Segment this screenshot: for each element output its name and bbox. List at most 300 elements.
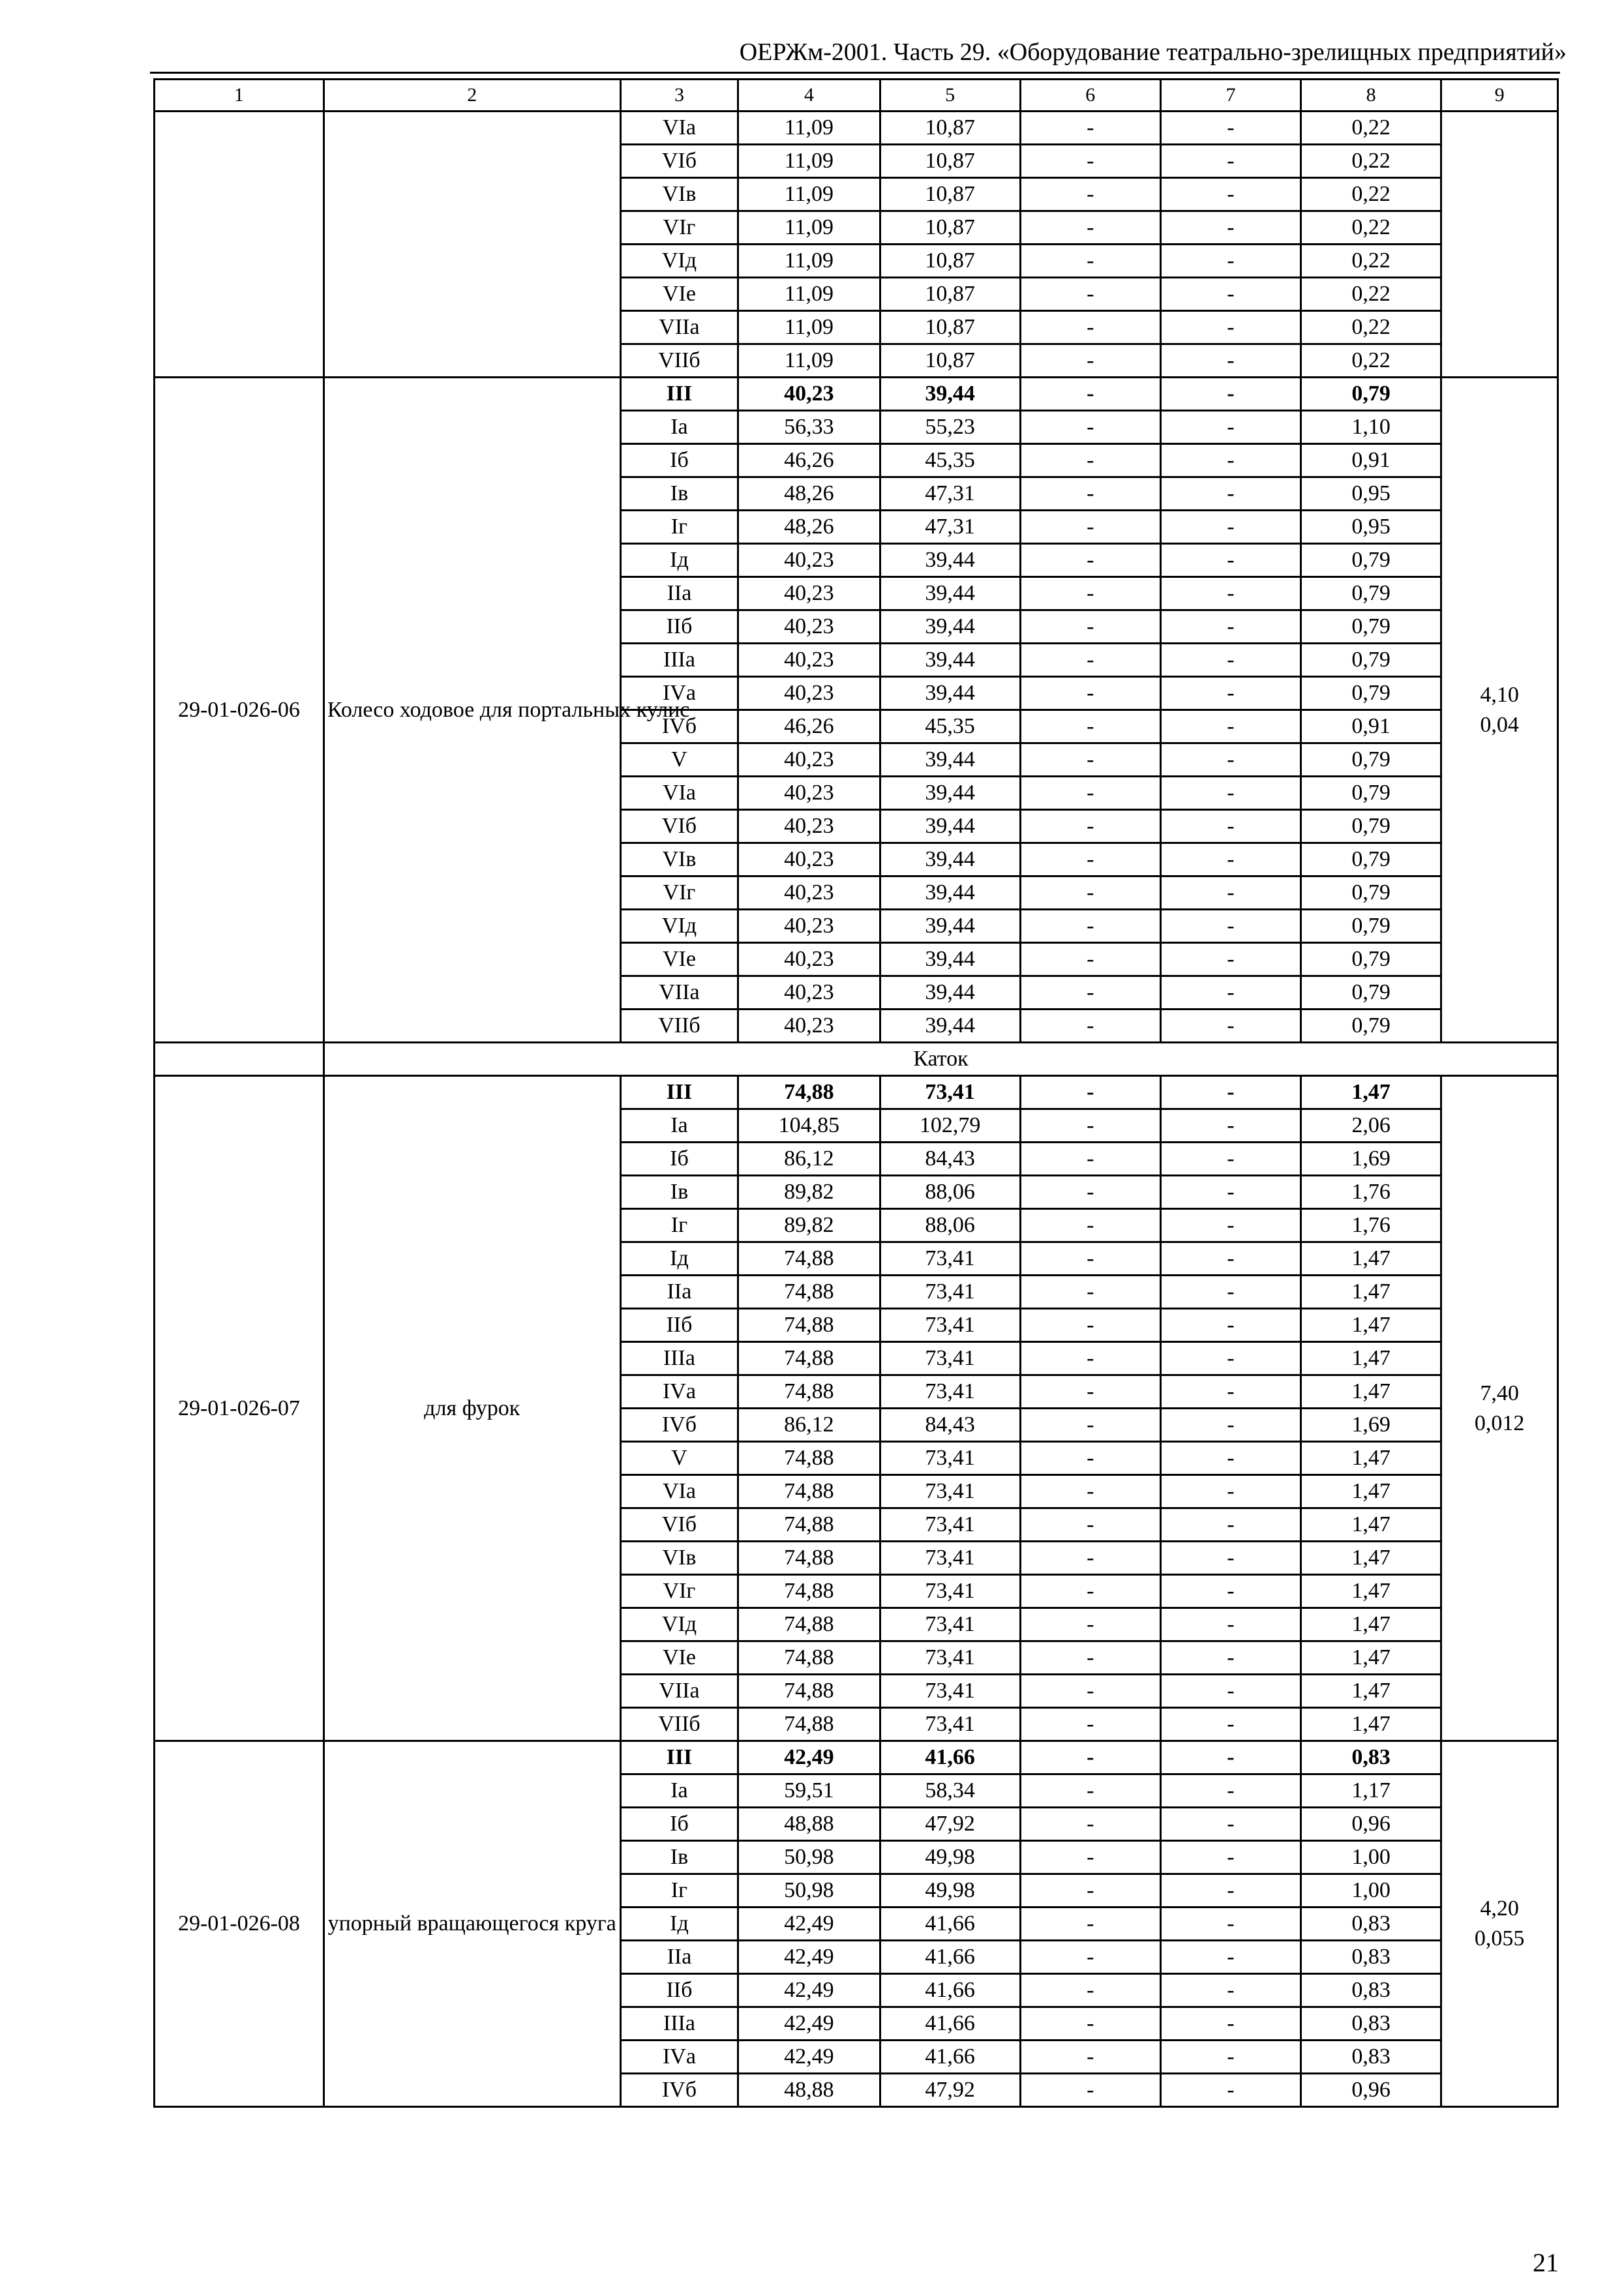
value-cell: 1,47 (1301, 1375, 1441, 1409)
value-cell: 39,44 (880, 544, 1020, 577)
zone-cell: Iа (620, 1774, 738, 1808)
value-cell: - (1020, 311, 1160, 344)
value-cell: 0,79 (1301, 910, 1441, 943)
value-cell: 0,96 (1301, 2074, 1441, 2107)
value-cell: - (1160, 1375, 1301, 1409)
column-header: 3 (620, 80, 738, 112)
value-cell: 42,49 (738, 1908, 880, 1941)
value-cell: 39,44 (880, 810, 1020, 843)
value-cell: - (1160, 1774, 1301, 1808)
value-cell: 40,23 (738, 1010, 880, 1043)
zone-cell: IIб (620, 610, 738, 644)
value-cell: - (1160, 976, 1301, 1010)
value-cell: 59,51 (738, 1774, 880, 1808)
value-cell: 0,79 (1301, 843, 1441, 876)
value-cell: 39,44 (880, 1010, 1020, 1043)
value-cell: - (1160, 943, 1301, 976)
value-cell: - (1020, 910, 1160, 943)
value-cell: 73,41 (880, 1342, 1020, 1375)
value-cell: - (1020, 1675, 1160, 1708)
value-cell: 74,88 (738, 1641, 880, 1675)
value-cell: 1,00 (1301, 1874, 1441, 1908)
value-cell: - (1160, 1010, 1301, 1043)
value-cell: 42,49 (738, 1941, 880, 1974)
extra-value: 0,012 (1474, 1411, 1525, 1435)
value-cell: - (1160, 1409, 1301, 1442)
zone-cell: VIб (620, 810, 738, 843)
zone-cell: Iд (620, 1242, 738, 1276)
value-cell: 56,33 (738, 411, 880, 444)
value-cell: - (1020, 610, 1160, 644)
value-cell: 39,44 (880, 943, 1020, 976)
zone-cell: VIг (620, 211, 738, 245)
value-cell: - (1160, 1342, 1301, 1375)
value-cell: 39,44 (880, 910, 1020, 943)
zone-cell: Iа (620, 1109, 738, 1143)
value-cell: - (1020, 1276, 1160, 1309)
value-cell: - (1160, 876, 1301, 910)
value-cell: 42,49 (738, 1974, 880, 2007)
value-cell: - (1020, 411, 1160, 444)
zone-cell: III (620, 1741, 738, 1774)
value-cell: 47,92 (880, 2074, 1020, 2107)
zone-cell: IVа (620, 2041, 738, 2074)
extra-values (1441, 112, 1558, 378)
value-cell: - (1160, 910, 1301, 943)
zone-cell: VIв (620, 843, 738, 876)
zone-cell: VIе (620, 943, 738, 976)
zone-cell: Iг (620, 511, 738, 544)
zone-cell: VIе (620, 1641, 738, 1675)
zone-cell: IVб (620, 710, 738, 743)
value-cell: - (1020, 511, 1160, 544)
rates-table (153, 78, 1559, 2108)
value-cell: 74,88 (738, 1675, 880, 1708)
value-cell: - (1160, 1608, 1301, 1641)
value-cell: 39,44 (880, 577, 1020, 610)
page-header-title: ОЕРЖм-2001. Часть 29. «Оборудование театрально-зрелищных предприятий» (739, 38, 1567, 66)
value-cell: 74,88 (738, 1575, 880, 1608)
column-header: 6 (1020, 80, 1160, 112)
item-code: 29-01-026-06 (155, 378, 324, 1043)
value-cell: 10,87 (880, 112, 1020, 145)
value-cell: 11,09 (738, 211, 880, 245)
value-cell: - (1160, 1708, 1301, 1741)
value-cell: 10,87 (880, 311, 1020, 344)
extra-value: 0,055 (1474, 1926, 1525, 1951)
value-cell: 1,69 (1301, 1143, 1441, 1176)
value-cell: 48,26 (738, 511, 880, 544)
value-cell: 73,41 (880, 1508, 1020, 1542)
zone-cell: VIIб (620, 344, 738, 378)
value-cell: 73,41 (880, 1076, 1020, 1109)
value-cell: 73,41 (880, 1242, 1020, 1276)
zone-cell: Iб (620, 1808, 738, 1841)
value-cell: 0,95 (1301, 477, 1441, 511)
value-cell: - (1160, 810, 1301, 843)
value-cell: 41,66 (880, 1908, 1020, 1941)
item-name: Колесо ходовое для портальных кулис (323, 378, 620, 1043)
value-cell: 0,22 (1301, 311, 1441, 344)
zone-cell: IIIа (620, 644, 738, 677)
value-cell: - (1160, 2041, 1301, 2074)
value-cell: 1,76 (1301, 1176, 1441, 1209)
value-cell: 1,47 (1301, 1542, 1441, 1575)
page-number: 21 (1533, 2248, 1559, 2277)
value-cell: - (1020, 378, 1160, 411)
value-cell: 10,87 (880, 145, 1020, 178)
extra-value: 0,04 (1480, 712, 1519, 737)
value-cell: - (1020, 1309, 1160, 1342)
value-cell: 74,88 (738, 1076, 880, 1109)
value-cell: - (1160, 1808, 1301, 1841)
value-cell: - (1020, 777, 1160, 810)
value-cell: - (1020, 1010, 1160, 1043)
value-cell: - (1020, 1608, 1160, 1641)
value-cell: 0,83 (1301, 1941, 1441, 1974)
zone-cell: VIв (620, 1542, 738, 1575)
value-cell: 1,47 (1301, 1575, 1441, 1608)
value-cell: 42,49 (738, 2007, 880, 2041)
value-cell: - (1160, 610, 1301, 644)
zone-cell: Iа (620, 411, 738, 444)
value-cell: 48,88 (738, 2074, 880, 2107)
value-cell: 1,47 (1301, 1342, 1441, 1375)
value-cell: 46,26 (738, 710, 880, 743)
value-cell: 0,22 (1301, 245, 1441, 278)
value-cell: 10,87 (880, 211, 1020, 245)
value-cell: - (1160, 511, 1301, 544)
value-cell: 73,41 (880, 1542, 1020, 1575)
value-cell: 74,88 (738, 1508, 880, 1542)
zone-cell: VIг (620, 1575, 738, 1608)
value-cell: 1,47 (1301, 1641, 1441, 1675)
section-title: Каток (323, 1043, 1557, 1076)
value-cell: 40,23 (738, 810, 880, 843)
value-cell: - (1160, 1475, 1301, 1508)
value-cell: 40,23 (738, 843, 880, 876)
value-cell: 39,44 (880, 876, 1020, 910)
value-cell: - (1160, 1143, 1301, 1176)
value-cell: 89,82 (738, 1176, 880, 1209)
column-header: 1 (155, 80, 324, 112)
value-cell: 40,23 (738, 777, 880, 810)
item-code (155, 112, 324, 378)
value-cell: 74,88 (738, 1309, 880, 1342)
zone-cell: IIа (620, 1941, 738, 1974)
value-cell: - (1020, 1475, 1160, 1508)
value-cell: 0,79 (1301, 644, 1441, 677)
value-cell: - (1020, 1375, 1160, 1409)
value-cell: 74,88 (738, 1242, 880, 1276)
value-cell: 73,41 (880, 1276, 1020, 1309)
value-cell: 88,06 (880, 1209, 1020, 1242)
value-cell: 104,85 (738, 1109, 880, 1143)
zone-cell: Iв (620, 477, 738, 511)
zone-cell: VIа (620, 1475, 738, 1508)
item-name: для фурок (323, 1076, 620, 1741)
value-cell: - (1020, 1974, 1160, 2007)
value-cell: 1,47 (1301, 1508, 1441, 1542)
value-cell: 1,47 (1301, 1475, 1441, 1508)
zone-cell: VIе (620, 278, 738, 311)
value-cell: 42,49 (738, 1741, 880, 1774)
value-cell: - (1160, 444, 1301, 477)
value-cell: 49,98 (880, 1874, 1020, 1908)
zone-cell: VIа (620, 112, 738, 145)
value-cell: 89,82 (738, 1209, 880, 1242)
extra-value: 4,10 (1480, 682, 1519, 707)
value-cell: - (1160, 411, 1301, 444)
value-cell: - (1020, 1774, 1160, 1808)
value-cell: 11,09 (738, 344, 880, 378)
value-cell: 74,88 (738, 1442, 880, 1475)
value-cell: - (1160, 544, 1301, 577)
column-header: 7 (1160, 80, 1301, 112)
value-cell: - (1160, 211, 1301, 245)
item-name (323, 112, 620, 378)
value-cell: 1,17 (1301, 1774, 1441, 1808)
table-row (155, 378, 1558, 411)
value-cell: 0,83 (1301, 2007, 1441, 2041)
value-cell: - (1020, 1908, 1160, 1941)
value-cell: - (1020, 344, 1160, 378)
zone-cell: IVб (620, 1409, 738, 1442)
value-cell: - (1020, 677, 1160, 710)
value-cell: 39,44 (880, 378, 1020, 411)
value-cell: - (1020, 1342, 1160, 1375)
value-cell: 74,88 (738, 1708, 880, 1741)
value-cell: 10,87 (880, 278, 1020, 311)
value-cell: - (1160, 1542, 1301, 1575)
value-cell: 41,66 (880, 1741, 1020, 1774)
column-header: 2 (323, 80, 620, 112)
value-cell: 40,23 (738, 577, 880, 610)
column-number-row (155, 80, 1558, 112)
zone-cell: Iв (620, 1841, 738, 1874)
value-cell: 102,79 (880, 1109, 1020, 1143)
value-cell: 0,91 (1301, 710, 1441, 743)
zone-cell: VIIа (620, 1675, 738, 1708)
value-cell: - (1020, 976, 1160, 1010)
value-cell: 39,44 (880, 610, 1020, 644)
value-cell: 0,22 (1301, 211, 1441, 245)
zone-cell: VIг (620, 876, 738, 910)
value-cell: - (1160, 378, 1301, 411)
value-cell: - (1160, 1276, 1301, 1309)
table-row (155, 1076, 1558, 1109)
value-cell: 74,88 (738, 1608, 880, 1641)
value-cell: 73,41 (880, 1675, 1020, 1708)
section-row (155, 1043, 1558, 1076)
zone-cell: VIб (620, 1508, 738, 1542)
value-cell: 0,79 (1301, 1010, 1441, 1043)
value-cell: - (1160, 1209, 1301, 1242)
value-cell: - (1020, 544, 1160, 577)
zone-cell: V (620, 1442, 738, 1475)
value-cell: - (1160, 1076, 1301, 1109)
zone-cell: IIа (620, 1276, 738, 1309)
table-row (155, 1741, 1558, 1774)
value-cell: - (1020, 1542, 1160, 1575)
value-cell: 41,66 (880, 2041, 1020, 2074)
value-cell: - (1160, 1109, 1301, 1143)
value-cell: 11,09 (738, 145, 880, 178)
value-cell: - (1020, 2041, 1160, 2074)
value-cell: - (1020, 1741, 1160, 1774)
value-cell: 49,98 (880, 1841, 1020, 1874)
value-cell: 1,47 (1301, 1708, 1441, 1741)
value-cell: 73,41 (880, 1641, 1020, 1675)
value-cell: 73,41 (880, 1608, 1020, 1641)
value-cell: 1,69 (1301, 1409, 1441, 1442)
value-cell: - (1020, 1708, 1160, 1741)
value-cell: - (1020, 1841, 1160, 1874)
item-code: 29-01-026-07 (155, 1076, 324, 1741)
value-cell: - (1020, 1076, 1160, 1109)
value-cell: - (1020, 444, 1160, 477)
value-cell: - (1160, 1309, 1301, 1342)
value-cell: - (1020, 2007, 1160, 2041)
value-cell: 40,23 (738, 544, 880, 577)
zone-cell: III (620, 1076, 738, 1109)
value-cell: 1,47 (1301, 1675, 1441, 1708)
value-cell: 42,49 (738, 2041, 880, 2074)
value-cell: 86,12 (738, 1143, 880, 1176)
value-cell: - (1160, 311, 1301, 344)
value-cell: - (1160, 710, 1301, 743)
extra-value: 7,40 (1480, 1381, 1519, 1405)
column-header: 4 (738, 80, 880, 112)
zone-cell: IVа (620, 1375, 738, 1409)
value-cell: - (1020, 1209, 1160, 1242)
value-cell: 40,23 (738, 677, 880, 710)
value-cell: - (1020, 178, 1160, 211)
value-cell: 10,87 (880, 245, 1020, 278)
value-cell: 0,83 (1301, 1741, 1441, 1774)
value-cell: - (1160, 112, 1301, 145)
value-cell: - (1020, 743, 1160, 777)
value-cell: - (1160, 245, 1301, 278)
value-cell: - (1160, 1908, 1301, 1941)
value-cell: - (1160, 1176, 1301, 1209)
column-header: 8 (1301, 80, 1441, 112)
value-cell: - (1020, 843, 1160, 876)
value-cell: - (1160, 2007, 1301, 2041)
zone-cell: IVб (620, 2074, 738, 2107)
value-cell: - (1020, 644, 1160, 677)
zone-cell: III (620, 378, 738, 411)
value-cell: 73,41 (880, 1575, 1020, 1608)
value-cell: 2,06 (1301, 1109, 1441, 1143)
zone-cell: IIа (620, 577, 738, 610)
zone-cell: Iб (620, 1143, 738, 1176)
value-cell: 47,31 (880, 511, 1020, 544)
zone-cell: VIIа (620, 976, 738, 1010)
value-cell: 40,23 (738, 910, 880, 943)
zone-cell: VIд (620, 910, 738, 943)
value-cell: 40,23 (738, 743, 880, 777)
value-cell: 73,41 (880, 1475, 1020, 1508)
value-cell: - (1160, 278, 1301, 311)
value-cell: - (1020, 145, 1160, 178)
value-cell: 1,47 (1301, 1442, 1441, 1475)
value-cell: 1,00 (1301, 1841, 1441, 1874)
value-cell: - (1020, 577, 1160, 610)
zone-cell: IIб (620, 1974, 738, 2007)
zone-cell: VIа (620, 777, 738, 810)
value-cell: - (1160, 1974, 1301, 2007)
value-cell: - (1020, 1508, 1160, 1542)
value-cell: 0,79 (1301, 544, 1441, 577)
value-cell: 39,44 (880, 843, 1020, 876)
value-cell: 39,44 (880, 777, 1020, 810)
value-cell: 39,44 (880, 644, 1020, 677)
value-cell: 11,09 (738, 278, 880, 311)
value-cell: - (1160, 344, 1301, 378)
value-cell: 45,35 (880, 444, 1020, 477)
value-cell: 0,95 (1301, 511, 1441, 544)
value-cell: 0,22 (1301, 112, 1441, 145)
zone-cell: IIб (620, 1309, 738, 1342)
value-cell: - (1020, 1941, 1160, 1974)
value-cell: - (1020, 1242, 1160, 1276)
value-cell: 47,92 (880, 1808, 1020, 1841)
zone-cell: VIд (620, 245, 738, 278)
value-cell: 11,09 (738, 245, 880, 278)
value-cell: 73,41 (880, 1309, 1020, 1342)
zone-cell: Iв (620, 1176, 738, 1209)
zone-cell: Iг (620, 1874, 738, 1908)
value-cell: 73,41 (880, 1375, 1020, 1409)
value-cell: 46,26 (738, 444, 880, 477)
value-cell: - (1160, 2074, 1301, 2107)
value-cell: - (1160, 1675, 1301, 1708)
value-cell: 39,44 (880, 677, 1020, 710)
value-cell: - (1020, 1442, 1160, 1475)
value-cell: 0,79 (1301, 743, 1441, 777)
value-cell: - (1020, 2074, 1160, 2107)
column-header: 5 (880, 80, 1020, 112)
value-cell: 1,47 (1301, 1076, 1441, 1109)
value-cell: - (1160, 477, 1301, 511)
value-cell: 41,66 (880, 2007, 1020, 2041)
value-cell: 0,79 (1301, 943, 1441, 976)
zone-cell: IIIа (620, 2007, 738, 2041)
table-body (155, 112, 1558, 2107)
value-cell: 1,10 (1301, 411, 1441, 444)
value-cell: - (1160, 1508, 1301, 1542)
extra-values (1441, 378, 1558, 1043)
value-cell: 0,79 (1301, 577, 1441, 610)
value-cell: 1,47 (1301, 1242, 1441, 1276)
value-cell: 0,83 (1301, 1908, 1441, 1941)
value-cell: 74,88 (738, 1542, 880, 1575)
value-cell: - (1160, 843, 1301, 876)
value-cell: - (1160, 777, 1301, 810)
value-cell: 0,22 (1301, 344, 1441, 378)
value-cell: 73,41 (880, 1442, 1020, 1475)
value-cell: - (1160, 577, 1301, 610)
value-cell: 50,98 (738, 1874, 880, 1908)
value-cell: - (1160, 1841, 1301, 1874)
header-rule (150, 72, 1560, 74)
value-cell: 40,23 (738, 876, 880, 910)
value-cell: 0,79 (1301, 777, 1441, 810)
value-cell: 40,23 (738, 943, 880, 976)
value-cell: 0,83 (1301, 2041, 1441, 2074)
value-cell: - (1020, 278, 1160, 311)
